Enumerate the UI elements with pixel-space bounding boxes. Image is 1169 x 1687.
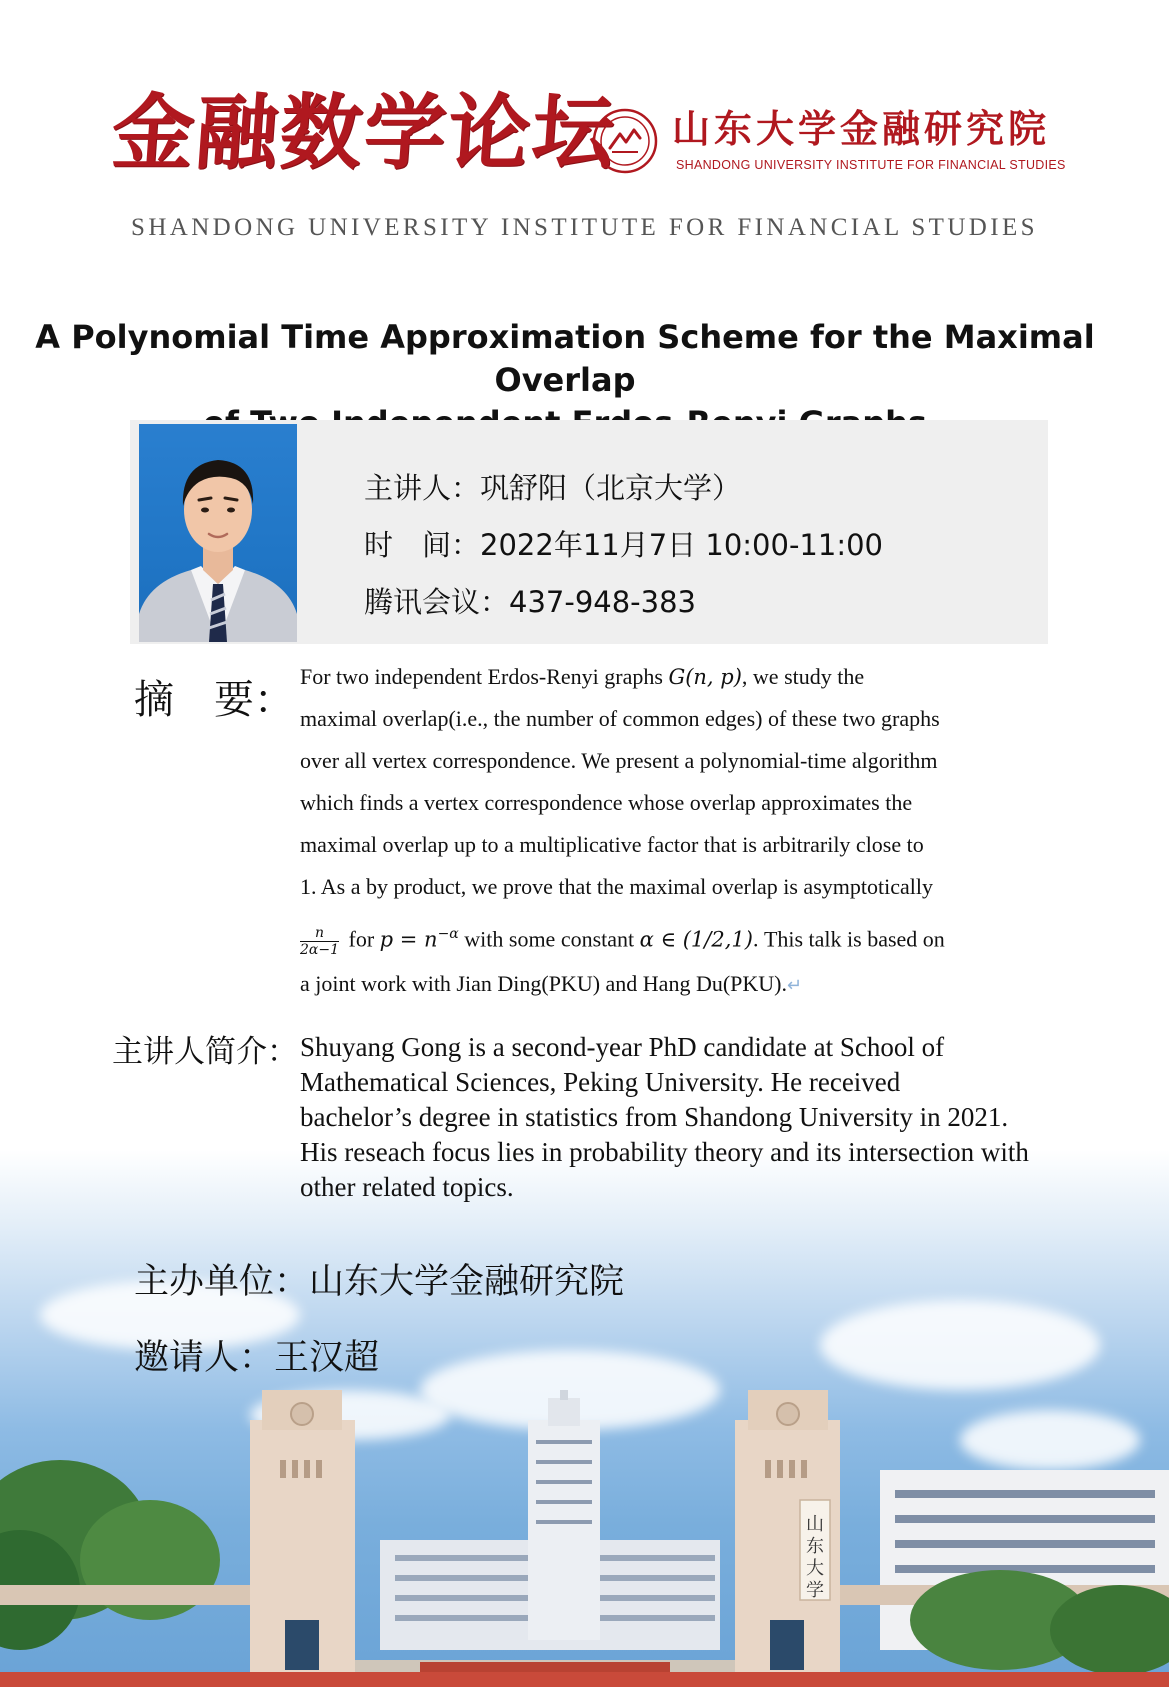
inviter-value: 王汉超 bbox=[274, 1338, 380, 1378]
abstract-line: maximal overlap(i.e., the number of common edges) of these two graphs bbox=[300, 706, 940, 731]
return-mark-icon: ↵ bbox=[787, 975, 803, 996]
abstract-line bbox=[300, 656, 1020, 698]
bio-text bbox=[300, 1030, 1120, 1205]
meeting-row bbox=[364, 580, 696, 621]
bio-label: 主讲人简介： bbox=[112, 1034, 298, 1070]
abstract-text-span: for bbox=[343, 926, 380, 952]
gate-plaque-char: 学 bbox=[806, 1580, 824, 1601]
inviter-label: 邀请人： bbox=[134, 1338, 275, 1378]
abstract-text-span: , we study the bbox=[741, 664, 865, 689]
math-expression: α ∈ (1/2,1) bbox=[639, 927, 753, 952]
host-label: 主办单位： bbox=[134, 1262, 310, 1302]
institute-name-cn: 山东大学金融研究院 bbox=[672, 106, 1051, 151]
speaker-row bbox=[364, 466, 741, 507]
abstract-text-span: with some constant bbox=[458, 926, 640, 952]
bio-line: His reseach focus lies in probability theory and its intersection with bbox=[300, 1137, 1029, 1167]
bio-line: other related topics. bbox=[300, 1172, 514, 1202]
abstract-text bbox=[300, 656, 1020, 1006]
inviter-row bbox=[134, 1330, 379, 1380]
abstract-line: which finds a vertex correspondence whose overlap approximates the bbox=[300, 790, 913, 815]
host-value: 山东大学金融研究院 bbox=[309, 1262, 625, 1302]
gate-plaque-char: 大 bbox=[806, 1558, 824, 1579]
abstract-line: 1. As a by product, we prove that the maximal overlap is asymptotically bbox=[300, 874, 933, 899]
abstract-text-span: a joint work with Jian Ding(PKU) and Hang Du(PKU). bbox=[300, 971, 787, 997]
bio-line: Shuyang Gong is a second-year PhD candidate at School of bbox=[300, 1032, 945, 1062]
host-row bbox=[134, 1254, 624, 1304]
time-value: 2022年11月7日 10:00-11:00 bbox=[480, 528, 883, 562]
math-exponent: −α bbox=[437, 926, 459, 942]
math-expression: p = n bbox=[379, 927, 438, 952]
gate-plaque-char: 山 bbox=[806, 1514, 824, 1535]
institute-name-en: SHANDONG UNIVERSITY INSTITUTE FOR FINANCIAL STUDIES bbox=[131, 214, 1038, 241]
time-label: 时 间： bbox=[364, 528, 481, 562]
fraction-denominator: 2α−1 bbox=[300, 941, 339, 958]
campus-gate-illustration bbox=[0, 1390, 1169, 1687]
fraction bbox=[300, 925, 339, 958]
abstract-line: over all vertex correspondence. We present a polynomial-time algorithm bbox=[300, 748, 938, 773]
abstract-label: 摘 要： bbox=[134, 677, 294, 723]
bio-line: bachelor’s degree in statistics from Shandong University in 2021. bbox=[300, 1102, 1009, 1132]
abstract-text-span: For two independent Erdos-Renyi graphs bbox=[300, 664, 669, 689]
fraction-numerator: n bbox=[300, 925, 339, 942]
gate-plaque-text bbox=[806, 1514, 824, 1601]
institute-name-en-small: SHANDONG UNIVERSITY INSTITUTE FOR FINANCIAL STUDIES bbox=[676, 158, 1066, 172]
gate-plaque-char: 东 bbox=[806, 1536, 824, 1557]
talk-title-line-1: A Polynomial Time Approximation Scheme for the Maximal Overlap bbox=[35, 318, 1095, 399]
speaker-label: 主讲人： bbox=[364, 471, 481, 505]
math-expression: G(n, p) bbox=[668, 665, 742, 689]
speaker-value: 巩舒阳（北京大学） bbox=[480, 471, 742, 505]
bio-line: Mathematical Sciences, Peking University. He received bbox=[300, 1067, 901, 1097]
speaker-photo bbox=[139, 424, 297, 642]
time-row bbox=[364, 523, 883, 564]
abstract-text-span: . This talk is based on bbox=[752, 926, 945, 952]
cloud bbox=[820, 1300, 1100, 1390]
abstract-line bbox=[300, 908, 1020, 963]
forum-title: 金融数学论坛 bbox=[108, 85, 620, 181]
abstract-line bbox=[300, 963, 1020, 1006]
institute-seal-icon bbox=[592, 108, 658, 174]
abstract-line: maximal overlap up to a multiplicative factor that is arbitrarily close to bbox=[300, 832, 924, 857]
meeting-id: 437-948-383 bbox=[509, 585, 697, 619]
meeting-label: 腾讯会议： bbox=[364, 585, 510, 619]
